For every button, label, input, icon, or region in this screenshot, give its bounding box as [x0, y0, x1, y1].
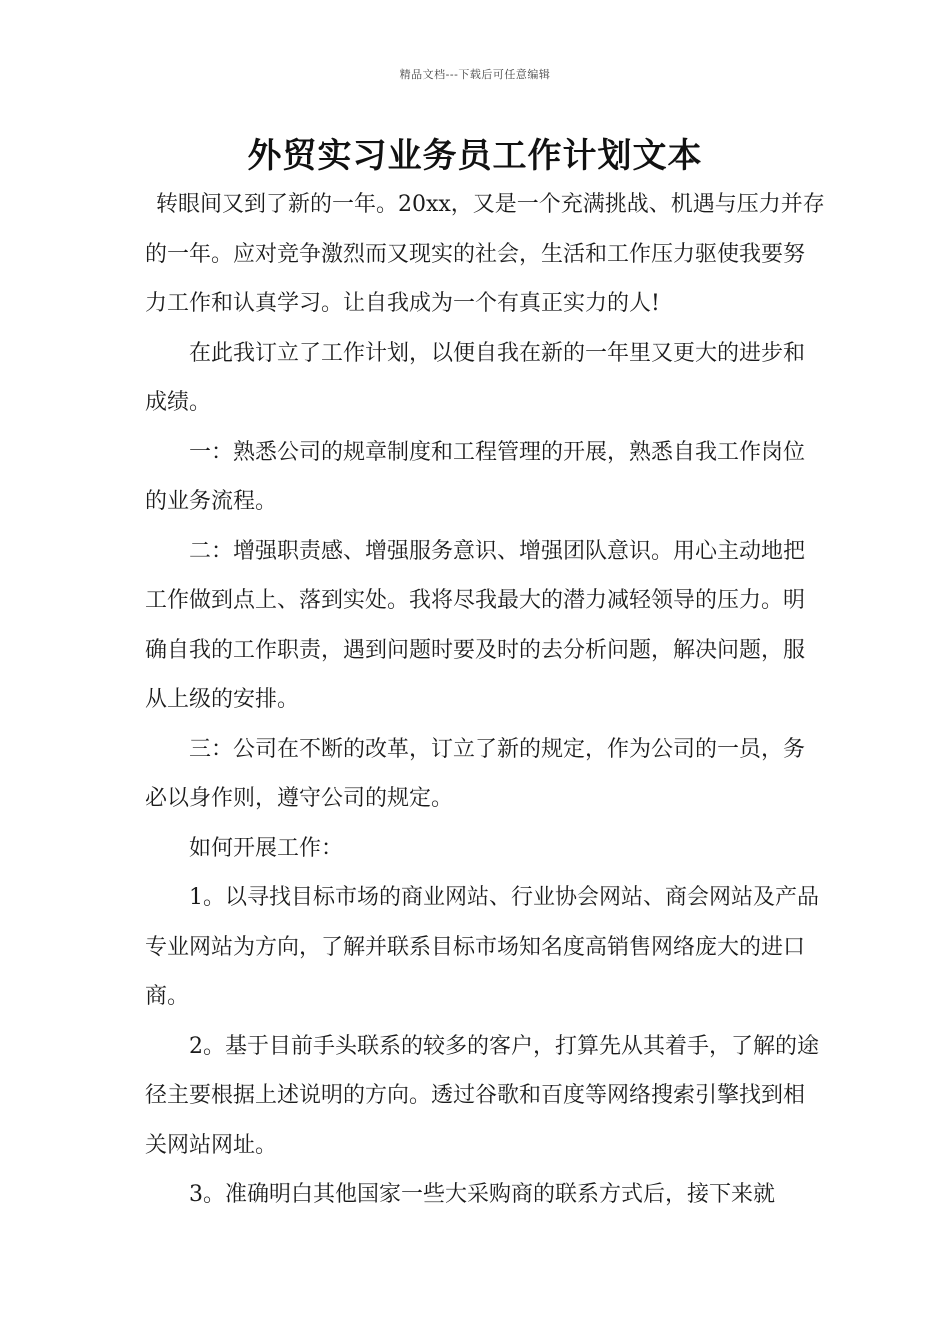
- paragraph-step-1: 1。以寻找目标市场的商业网站、行业协会网站、商会网站及产品专业网站为方向，了解并联系目标市场知名度高销售网络庞大的进口商。: [145, 885, 819, 1009]
- paragraph-intro: 转眼间又到了新的一年。20xx，又是一个充满挑战、机遇与压力并存的一年。应对竞争激烈而又现实的社会，生活和工作压力驱使我要努力工作和认真学习。让自我成为一个有真正实力的人!: [145, 192, 825, 316]
- header-note: 精品文档---下载后可任意编辑: [399, 68, 551, 81]
- paragraph-point-3: 三：公司在不断的改革，订立了新的规定，作为公司的一员，务必以身作则，遵守公司的规定。: [145, 736, 806, 811]
- paragraph-how-to: 如何开展工作：: [189, 835, 344, 861]
- paragraph-step-3: 3。准确明白其他国家一些大采购商的联系方式后，接下来就: [189, 1182, 775, 1207]
- document-body: [145, 180, 825, 1220]
- paragraph-step-2: 2。基于目前手头联系的较多的客户，打算先从其着手，了解的途径主要根据上述说明的方向。透过谷歌和百度等网络搜索引擎找到相关网站网址。: [145, 1033, 819, 1158]
- paragraph-point-1: 一：熟悉公司的规章制度和工程管理的开展，熟悉自我工作岗位的业务流程。: [145, 439, 806, 514]
- paragraph-point-2: 二：增强职责感、增强服务意识、增强团队意识。用心主动地把工作做到点上、落到实处。我将尽我最大的潜力减轻领导的压力。明确自我的工作职责，遇到问题时要及时的去分析问题，解决问题，服从上级的安排。: [145, 538, 806, 712]
- paragraph-plan: 在此我订立了工作计划，以便自我在新的一年里又更大的进步和成绩。: [145, 340, 806, 415]
- document-title: 外贸实习业务员工作计划文本: [247, 136, 703, 176]
